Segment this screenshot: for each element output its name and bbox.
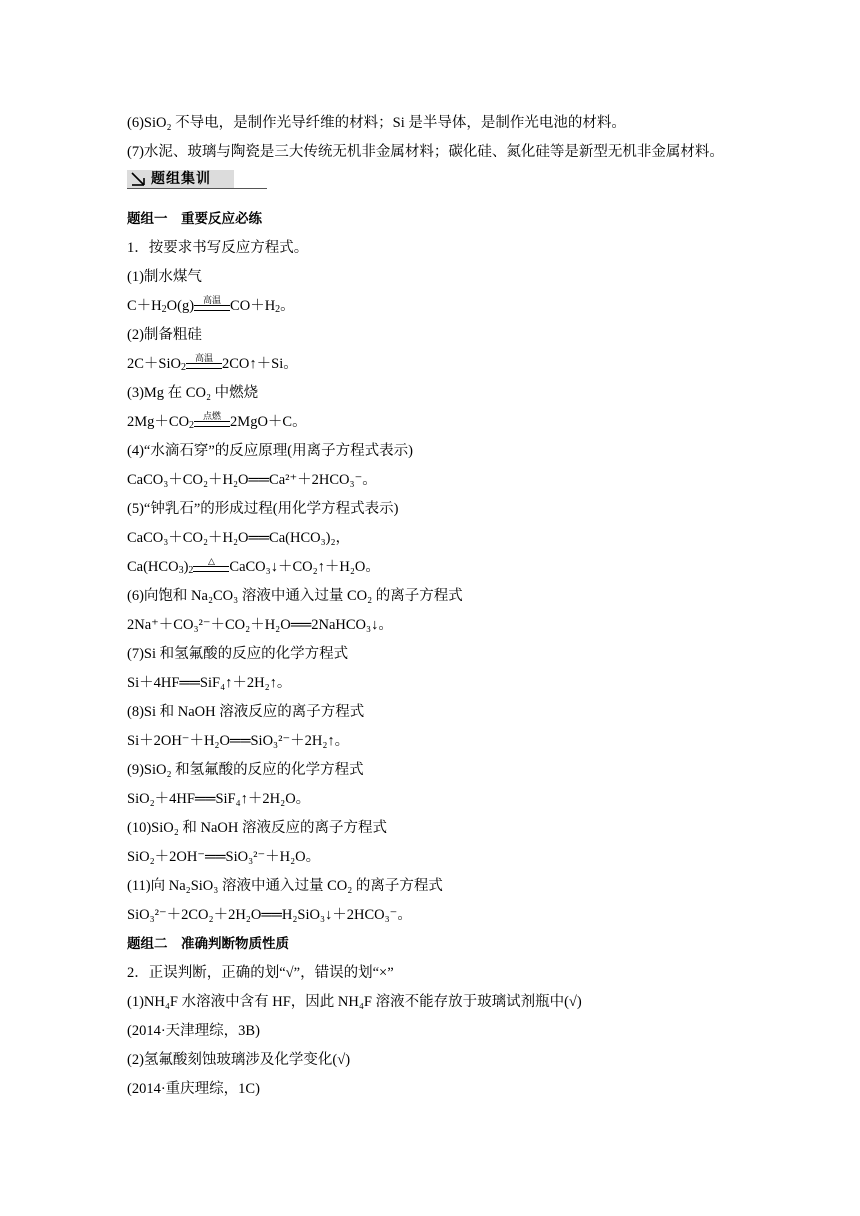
section-title: 题组集训 [151,171,211,187]
q2-part-2: (2)氢氟酸刻蚀玻璃涉及化学变化(√) [127,1052,351,1068]
q1-part-9: (9)SiO₂ 和氢氟酸的反应的化学方程式 [127,762,364,778]
note-item-7: (7)水泥、玻璃与陶瓷是三大传统无机非金属材料；碳化硅、氮化硅等是新型无机非金属材料。 [127,144,724,160]
q1-part-5: (5)“钟乳石”的形成过程(用化学方程式表示) [127,501,399,517]
q2-source-1: (2014·天津理综，3B) [127,1023,260,1039]
q1-part-4: (4)“水滴石穿”的反应原理(用离子方程式表示) [127,443,413,459]
q2-part-1: (1)NH₄F 水溶液中含有 HF，因此 NH₄F 溶液不能存放于玻璃试剂瓶中(√) [127,994,582,1010]
section-rule [127,188,267,189]
equation-2: 2C＋SiO$_2$ 高温 2CO↑＋Si。 [127,353,298,373]
equation-3: $2Mg+CO_2$ 点燃 2MgO＋C。 [127,411,307,431]
equation-7: Si＋4HF══SiF₄↑＋2H₂↑。 [127,675,292,691]
q1-part-10: (10)SiO₂ 和 NaOH 溶液反应的离子方程式 [127,820,388,836]
equation-6: 2Na⁺＋CO₃²⁻＋CO₂＋H₂O══2NaHCO₃↓。 [127,617,393,633]
q2-source-2: (2014·重庆理综，1C) [127,1081,260,1097]
q1-part-11: (11)向 Na₂SiO₃ 溶液中通入过量 CO₂ 的离子方程式 [127,878,443,894]
q1-part-3: (3)Mg 在 CO₂ 中燃烧 [127,385,259,401]
equation-5b: $Ca(HCO_3)_2$ △ CaCO₃↓＋CO₂↑＋H₂O。 [127,556,380,576]
question-2: 2．正误判断，正确的划“√”，错误的划“×” [127,965,394,981]
section-header [127,170,267,190]
equation-9: SiO₂＋4HF══SiF₄↑＋2H₂O。 [127,791,311,807]
note-item-6: (6)SiO₂ 不导电，是制作光导纤维的材料；Si 是半导体，是制作光电池的材料。 [127,115,626,131]
q1-part-1: (1)制水煤气 [127,269,202,285]
q1-part-7: (7)Si 和氢氟酸的反应的化学方程式 [127,646,349,662]
equation-4: CaCO₃＋CO₂＋H₂O══Ca²⁺＋2HCO₃⁻。 [127,472,377,488]
equation-11: SiO₃²⁻＋2CO₂＋2H₂O══H₂SiO₃↓＋2HCO₃⁻。 [127,907,412,923]
group2-title: 题组二 准确判断物质性质 [127,936,289,952]
q1-part-2: (2)制备粗硅 [127,327,202,343]
question-1: 1．按要求书写反应方程式。 [127,240,309,256]
equation-5a: CaCO₃＋CO₂＋H₂O══Ca(HCO₃)₂， [127,530,351,546]
equation-1: $C+H_2O(g)$ 高温 $CO+H_2$。 [127,295,295,315]
diagonal-arrow-icon [131,172,145,186]
equation-10: SiO₂＋2OH⁻══SiO₃²⁻＋H₂O。 [127,849,321,865]
q1-part-6: (6)向饱和 Na₂CO₃ 溶液中通入过量 CO₂ 的离子方程式 [127,588,463,604]
group1-title: 题组一 重要反应必练 [127,211,262,227]
q1-part-8: (8)Si 和 NaOH 溶液反应的离子方程式 [127,704,365,720]
equation-8: Si＋2OH⁻＋H₂O══SiO₃²⁻＋2H₂↑。 [127,733,350,749]
